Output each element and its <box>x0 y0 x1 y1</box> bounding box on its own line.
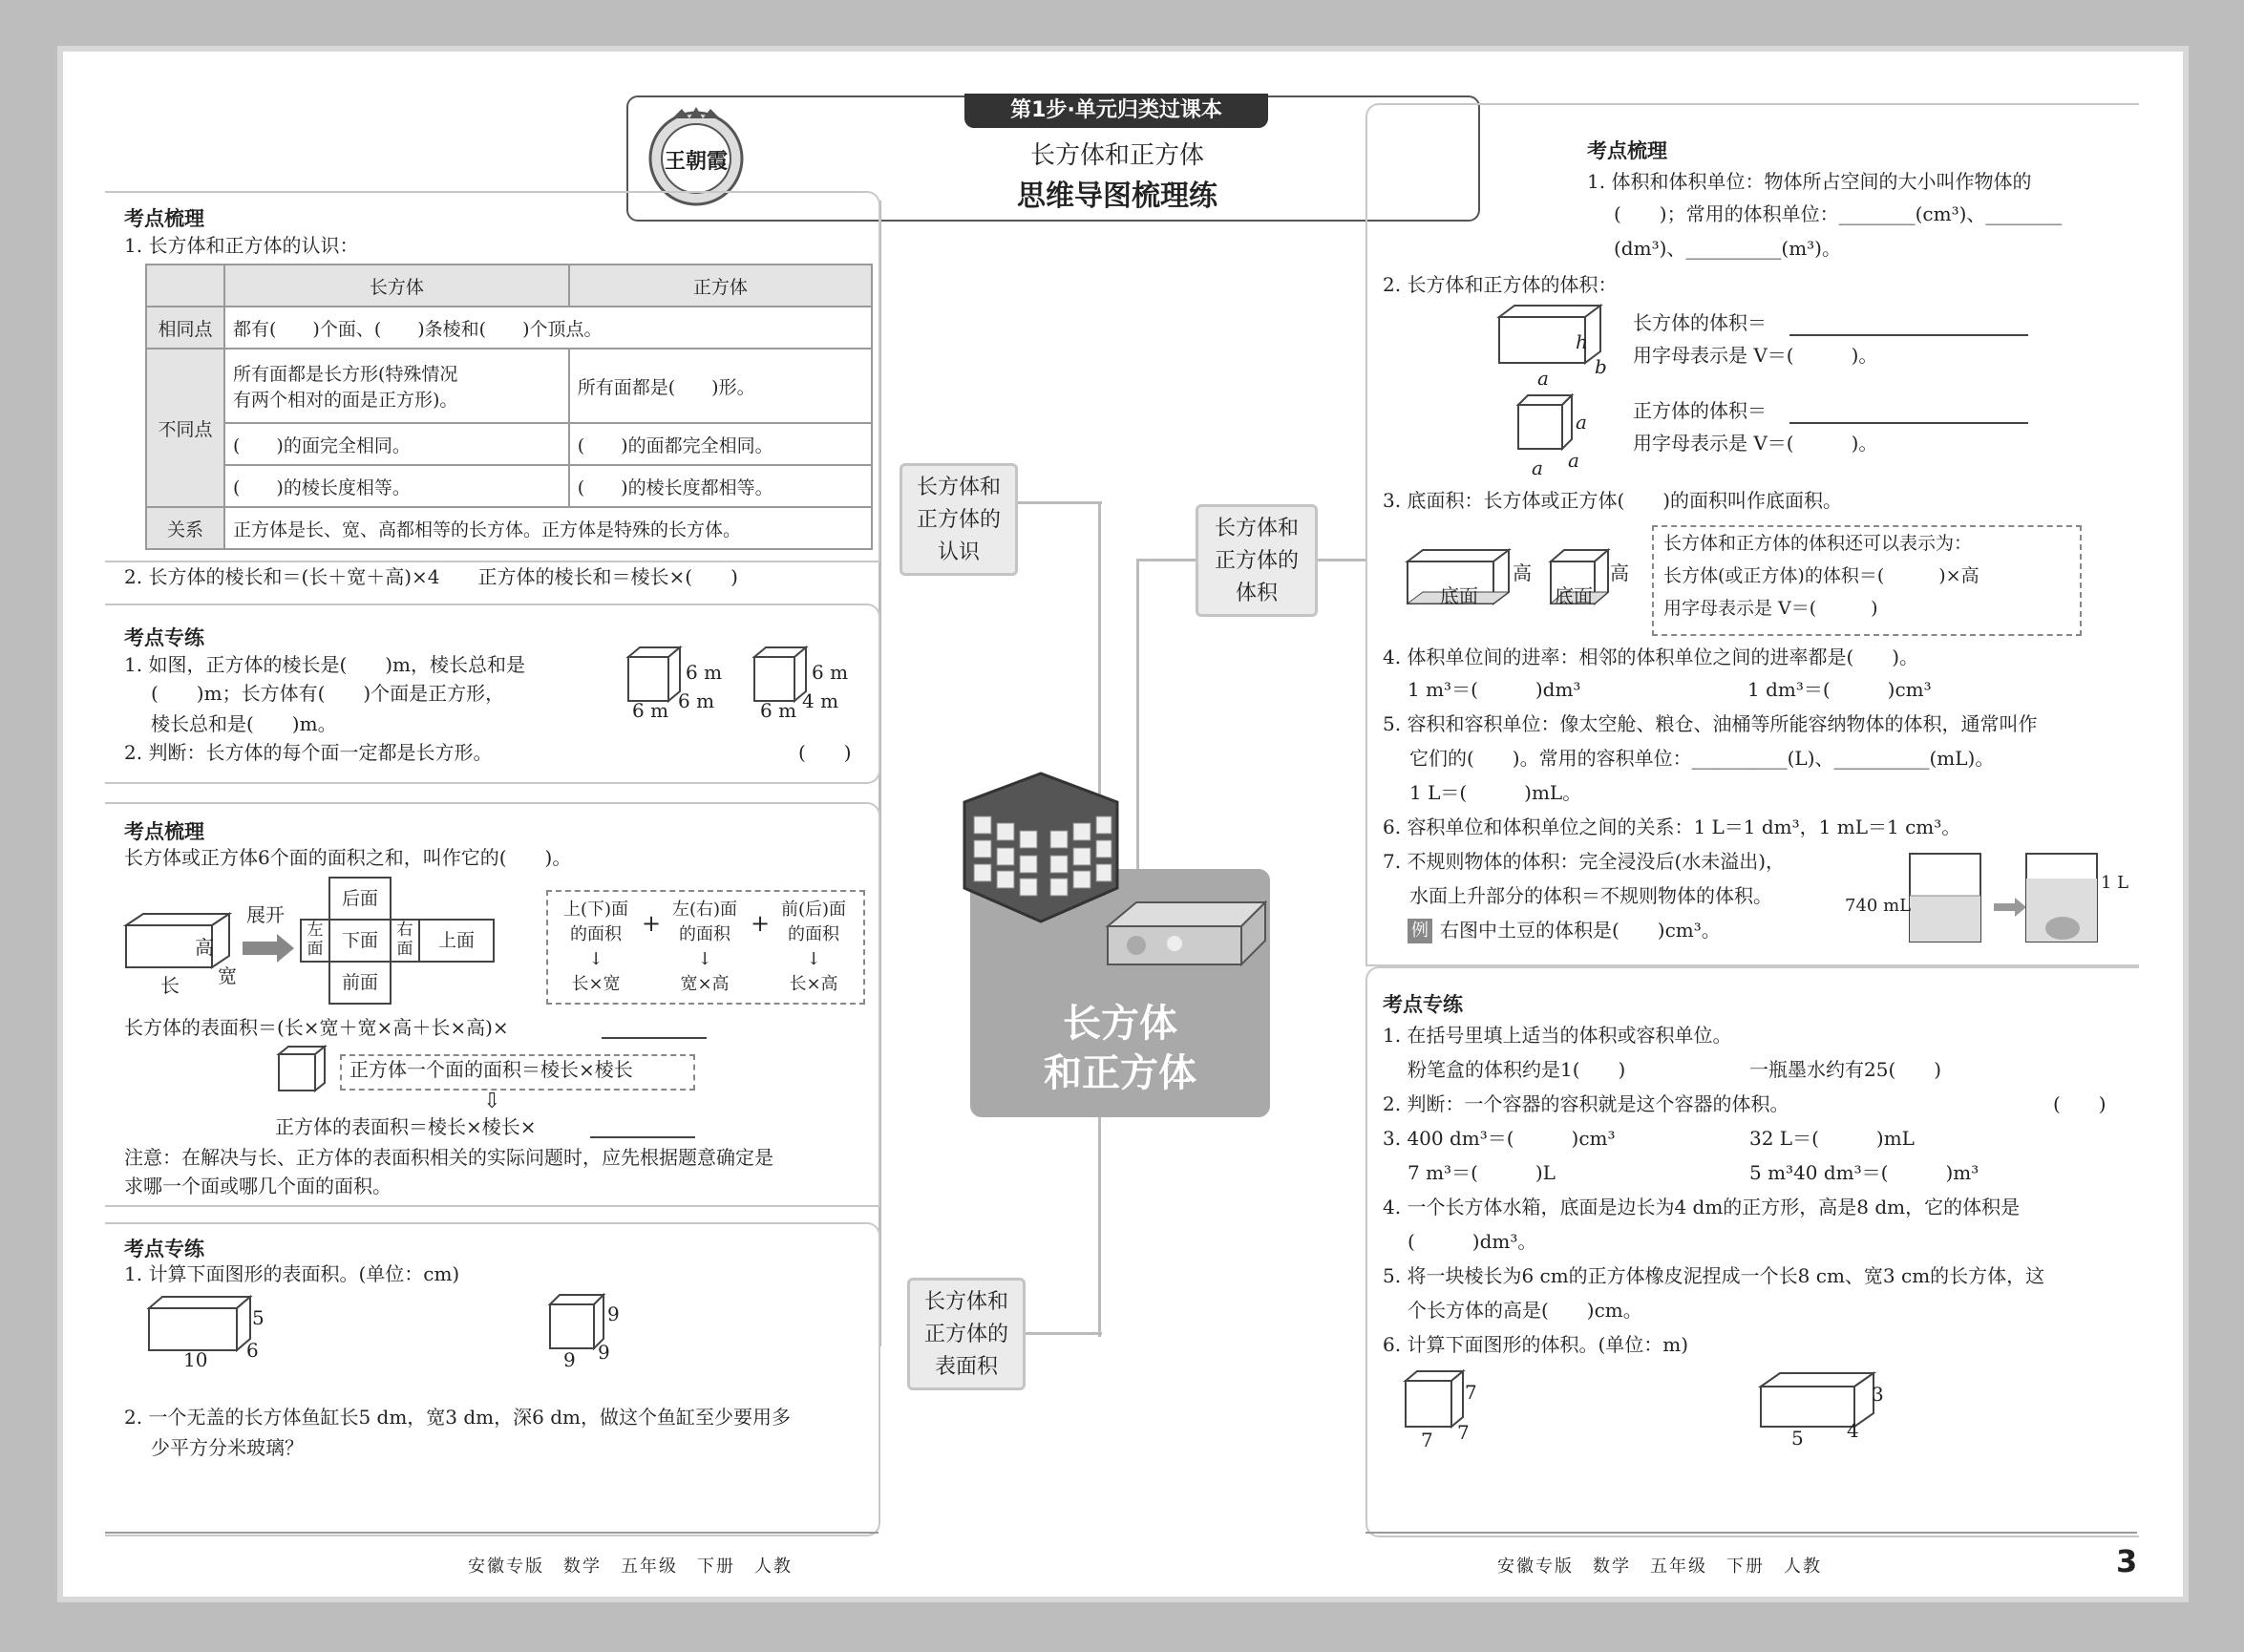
rt-i5-l2: 它们的( )。常用的容积单位：__________(L)、__________(mL)。 <box>1409 747 1995 770</box>
lm-intro: 长方体或正方体6个面的面积之和，叫作它的( )。 <box>124 846 572 869</box>
cube-edge-label-3: 6 m <box>678 689 715 712</box>
lm-note-1: 注意：在解决与长、正方体的表面积相关的实际问题时，应先根据题意确定是 <box>124 1146 773 1169</box>
p1-q2: 2. 判断：长方体的每个面一定都是长方形。 <box>124 741 493 764</box>
rt-i4: 4. 体积单位间的进率：相邻的体积单位之间的进率都是( )。 <box>1383 646 1919 668</box>
rp-q5-l1: 5. 将一块棱长为6 cm的正方体橡皮泥捏成一个长8 cm、宽3 cm的长方体，这 <box>1383 1264 2045 1287</box>
f2-h: 3 <box>1872 1383 1884 1406</box>
cube-9-icon <box>548 1293 605 1350</box>
page-title: 思维导图梳理练 <box>1017 180 1217 213</box>
blank-cuboid-vol <box>1789 334 2028 336</box>
p2-q1: 1. 计算下面图形的表面积。(单位：cm) <box>124 1262 460 1285</box>
rp-q2: 2. 判断：一个容器的容积就是这个容器的体积。 <box>1383 1092 1789 1115</box>
beaker-1-label: 740 mL <box>1845 896 1912 916</box>
f2-l: 5 <box>1791 1427 1804 1450</box>
b2-w: 9 <box>598 1341 610 1364</box>
volume-cube-icon <box>1516 393 1574 451</box>
p2-q2-l2: 少平方分米玻璃？ <box>151 1436 304 1459</box>
rp-q3-b: 32 L＝( )mL <box>1749 1127 1915 1150</box>
rp-q1: 1. 在括号里填上适当的体积或容积单位。 <box>1383 1024 1732 1047</box>
f1-w: 7 <box>1457 1421 1470 1444</box>
rt-i7-l3: 右图中土豆的体积是( )cm³。 <box>1440 919 1721 942</box>
cuboid-10-5-6-icon <box>147 1295 252 1352</box>
cube-edge-label-1: 6 m <box>686 661 723 684</box>
net-bottom: 下面 <box>328 919 392 963</box>
heading-zhuanlian-3: 考点专练 <box>1383 993 1463 1016</box>
lm-gao: 高 <box>195 936 214 959</box>
node-tiji: 长方体和 正方体的 体积 <box>1196 504 1318 617</box>
plus-1: + <box>642 910 662 937</box>
formula-col-1: 上(下)面 的面积 ↓ 长×宽 <box>562 900 629 994</box>
rt-cuboid-letter: 用字母表示是 V＝( )。 <box>1633 344 1878 367</box>
net-front: 前面 <box>328 961 392 1005</box>
comparison-table: 长方体 正方体 相同点 都有( )个面、( )条棱和( )个顶点。 不同点 所有面都是长方形(特殊情况 有两个相对的面是正方形)。 所有面都是( )形。 ( )的面完全相同。 ( )的面都完全相同。 ( )的棱长度相等。 ( )的棱长度都相等。 关系 正方体是长、宽、高都相等的长方体。正方体是特殊的长方体。 <box>145 264 873 550</box>
heading-kaodian-3: 考点梳理 <box>1587 139 1667 162</box>
heading-zhuanlian-1: 考点专练 <box>124 626 204 649</box>
lm-unfold: 展开 <box>246 903 285 926</box>
footer-line-left <box>105 1532 879 1534</box>
connector-4 <box>1136 559 1199 561</box>
rt-i1-l3: (dm³)、__________(m³)。 <box>1614 237 1841 260</box>
footer-left: 安徽专版 数学 五年级 下册 人教 <box>468 1557 793 1577</box>
f1-l: 7 <box>1421 1429 1433 1451</box>
connector-7 <box>1014 1332 1102 1335</box>
rt-cube-vol: 正方体的体积＝ <box>1633 399 1767 422</box>
rp-q2-paren: ( ) <box>2053 1092 2106 1115</box>
unfold-arrow-icon <box>243 934 296 963</box>
pencil-case-icon <box>1098 898 1270 984</box>
p1-q1-l3: 棱长总和是( )m。 <box>151 712 337 735</box>
row-label-relation: 关系 <box>146 507 224 549</box>
logo-text: 王朝霞 <box>664 149 728 174</box>
heading-zhuanlian-2: 考点专练 <box>124 1238 204 1260</box>
p1-q2-paren: ( ) <box>798 741 852 764</box>
diff-b-cube: ( )的面都完全相同。 <box>569 423 872 465</box>
b2-h: 9 <box>607 1303 620 1325</box>
lbl-h: h <box>1576 330 1588 353</box>
lt-item2: 2. 长方体的棱长和＝(长＋宽＋高)×4 正方体的棱长和＝棱长×( ) <box>124 565 738 588</box>
f2-w: 4 <box>1847 1419 1859 1442</box>
rp-q1-a: 粉笔盒的体积约是1( ) <box>1408 1058 1626 1081</box>
lbl-a: a <box>1537 367 1549 390</box>
rp-q6: 6. 计算下面图形的体积。(单位：m) <box>1383 1333 1689 1356</box>
blank-cube-vol <box>1789 422 2028 424</box>
base-label-2: 底面 <box>1555 584 1593 607</box>
rp-q4-l2: ( )dm³。 <box>1408 1230 1537 1253</box>
b2-l: 9 <box>563 1348 576 1371</box>
box-edge-label-3: 4 m <box>802 689 839 712</box>
node-renshi: 长方体和 正方体的 认识 <box>900 463 1018 576</box>
step-badge: 第1步·单元归类过课本 <box>964 94 1268 128</box>
diff-c-cube: ( )的棱长度都相等。 <box>569 465 872 507</box>
rp-q4-l1: 4. 一个长方体水箱，底面是边长为4 dm的正方形，高是8 dm，它的体积是 <box>1383 1196 2021 1218</box>
b1-h: 5 <box>252 1306 265 1329</box>
gao-label-1: 高 <box>1513 561 1532 584</box>
p2-q2-l1: 2. 一个无盖的长方体鱼缸长5 dm，宽3 dm，深6 dm，做这个鱼缸至少要用多 <box>124 1406 791 1429</box>
net-left: 左面 <box>300 919 330 963</box>
row-same-text: 都有( )个面、( )条棱和( )个顶点。 <box>224 307 872 349</box>
diff-b-cuboid: ( )的面完全相同。 <box>224 423 569 465</box>
row-label-same: 相同点 <box>146 307 224 349</box>
row-label-diff: 不同点 <box>146 349 224 507</box>
connector-1 <box>1014 501 1102 504</box>
formula-col-2: 左(右)面 的面积 ↓ 宽×高 <box>671 900 738 994</box>
cuboid-diagram-icon <box>124 912 231 971</box>
beaker-2-icon <box>2022 850 2101 945</box>
footer-right: 安徽专版 数学 五年级 下册 人教 <box>1497 1557 1822 1577</box>
lm-formula2: 正方体的表面积＝棱长×棱长× <box>275 1115 537 1138</box>
rt-i7-l1: 7. 不规则物体的体积：完全浸没后(水未溢出)， <box>1383 850 1786 873</box>
th-cube: 正方体 <box>569 265 872 307</box>
lbl-a-2: a <box>1576 411 1587 434</box>
plus-2: + <box>751 910 771 937</box>
rp-q5-l2: 个长方体的高是( )cm。 <box>1408 1299 1642 1322</box>
cuboid-figure-icon <box>752 646 810 705</box>
rp-q3-d: 5 m³40 dm³＝( )m³ <box>1749 1161 1979 1184</box>
box-net <box>300 877 529 1006</box>
rt-box3-l2: 长方体(或正方体)的体积＝( )×高 <box>1663 565 1979 586</box>
rp-q1-b: 一瓶墨水约有25( ) <box>1749 1058 1942 1081</box>
heading-kaodian-1: 考点梳理 <box>124 207 204 230</box>
rt-cuboid-vol: 长方体的体积＝ <box>1633 311 1767 334</box>
node-biaomianji: 长方体和 正方体的 表面积 <box>907 1278 1026 1390</box>
b1-w: 6 <box>246 1339 259 1362</box>
center-title-2: 和正方体 <box>1044 1051 1196 1095</box>
diff-a-cube: 所有面都是( )形。 <box>569 349 872 423</box>
rt-i5-l3: 1 L＝( )mL。 <box>1409 781 1582 804</box>
lm-cube-face: 正方体一个面的面积＝棱长×棱长 <box>349 1058 633 1081</box>
page-number: 3 <box>2116 1543 2138 1579</box>
net-right: 右面 <box>390 919 420 963</box>
volume-cuboid-icon <box>1497 304 1604 367</box>
net-back: 后面 <box>328 877 392 921</box>
blank-line-1 <box>602 1037 707 1039</box>
rt-i1-l1: 1. 体积和体积单位：物体所占空间的大小叫作物体的 <box>1587 170 2032 193</box>
rt-cube-letter: 用字母表示是 V＝( )。 <box>1633 432 1878 455</box>
formula-col-3: 前(后)面 的面积 ↓ 长×高 <box>780 900 847 994</box>
base-label-1: 底面 <box>1440 584 1478 607</box>
cube-figure-icon <box>626 646 684 705</box>
rt-i6: 6. 容积单位和体积单位之间的关系：1 L＝1 dm³，1 mL＝1 cm³。 <box>1383 815 1961 838</box>
rt-i4-a: 1 m³＝( )dm³ <box>1408 678 1581 701</box>
gao-label-2: 高 <box>1610 561 1629 584</box>
lbl-b: b <box>1595 355 1607 378</box>
b1-l: 10 <box>183 1348 208 1371</box>
cube-edge-label-2: 6 m <box>632 699 669 722</box>
header-subtitle: 长方体和正方体 <box>1029 141 1204 170</box>
box-edge-label-2: 6 m <box>760 699 797 722</box>
rt-box3-l1: 长方体和正方体的体积还可以表示为： <box>1663 533 1973 554</box>
rt-i2: 2. 长方体和正方体的体积： <box>1383 273 1618 296</box>
rt-i5-l1: 5. 容积和容积单位：像太空舱、粮仓、油桶等所能容纳物体的体积，通常叫作 <box>1383 712 2038 735</box>
p1-q1-l1: 1. 如图，正方体的棱长是( )m，棱长总和是 <box>124 653 526 676</box>
rt-i1-l2: ( )；常用的体积单位：________(cm³)、________ <box>1614 202 2063 225</box>
f1-h: 7 <box>1465 1381 1477 1404</box>
th-cuboid: 长方体 <box>224 265 569 307</box>
p1-q1-l2: ( )m；长方体有( )个面是正方形， <box>151 682 505 705</box>
beaker-2-label: 1 L <box>2101 873 2129 893</box>
lbl-a-3: a <box>1532 456 1543 479</box>
box-edge-label-1: 6 m <box>812 661 849 684</box>
heading-kaodian-2: 考点梳理 <box>124 820 204 843</box>
blank-line-2 <box>590 1136 695 1138</box>
beaker-1-icon <box>1906 850 1984 945</box>
rt-i4-b: 1 dm³＝( )cm³ <box>1747 678 1932 701</box>
lm-note-2: 求哪一个面或哪几个面的面积。 <box>124 1175 392 1197</box>
lbl-a-4: a <box>1568 449 1579 472</box>
row-relation-text: 正方体是长、宽、高都相等的长方体。正方体是特殊的长方体。 <box>224 507 872 549</box>
lm-kuan: 宽 <box>218 964 237 987</box>
small-cube-icon <box>277 1045 327 1094</box>
lm-formula1: 长方体的表面积＝(长×宽＋宽×高＋长×高)× <box>124 1016 509 1039</box>
rt-i7-l2: 水面上升部分的体积＝不规则物体的体积。 <box>1409 884 1772 907</box>
rt-i3: 3. 底面积：长方体或正方体( )的面积叫作底面积。 <box>1383 489 1843 512</box>
diff-c-cuboid: ( )的棱长度相等。 <box>224 465 569 507</box>
lt-intro: 1. 长方体和正方体的认识： <box>124 234 359 257</box>
down-arrow-icon: ⇩ <box>483 1090 501 1113</box>
rp-q3-a: 3. 400 dm³＝( )cm³ <box>1383 1127 1616 1150</box>
cube-7-icon <box>1404 1369 1465 1429</box>
lm-chang: 长 <box>160 974 180 997</box>
rp-q3-c: 7 m³＝( )L <box>1408 1161 1556 1184</box>
center-title-1: 长方体 <box>1063 1002 1177 1046</box>
example-tag: 例 <box>1408 919 1432 943</box>
net-top: 上面 <box>418 919 495 963</box>
rt-box3-l3: 用字母表示是 V＝( ) <box>1663 598 1878 619</box>
connector-6 <box>1098 1108 1101 1337</box>
footer-line-right <box>1365 1532 2137 1534</box>
